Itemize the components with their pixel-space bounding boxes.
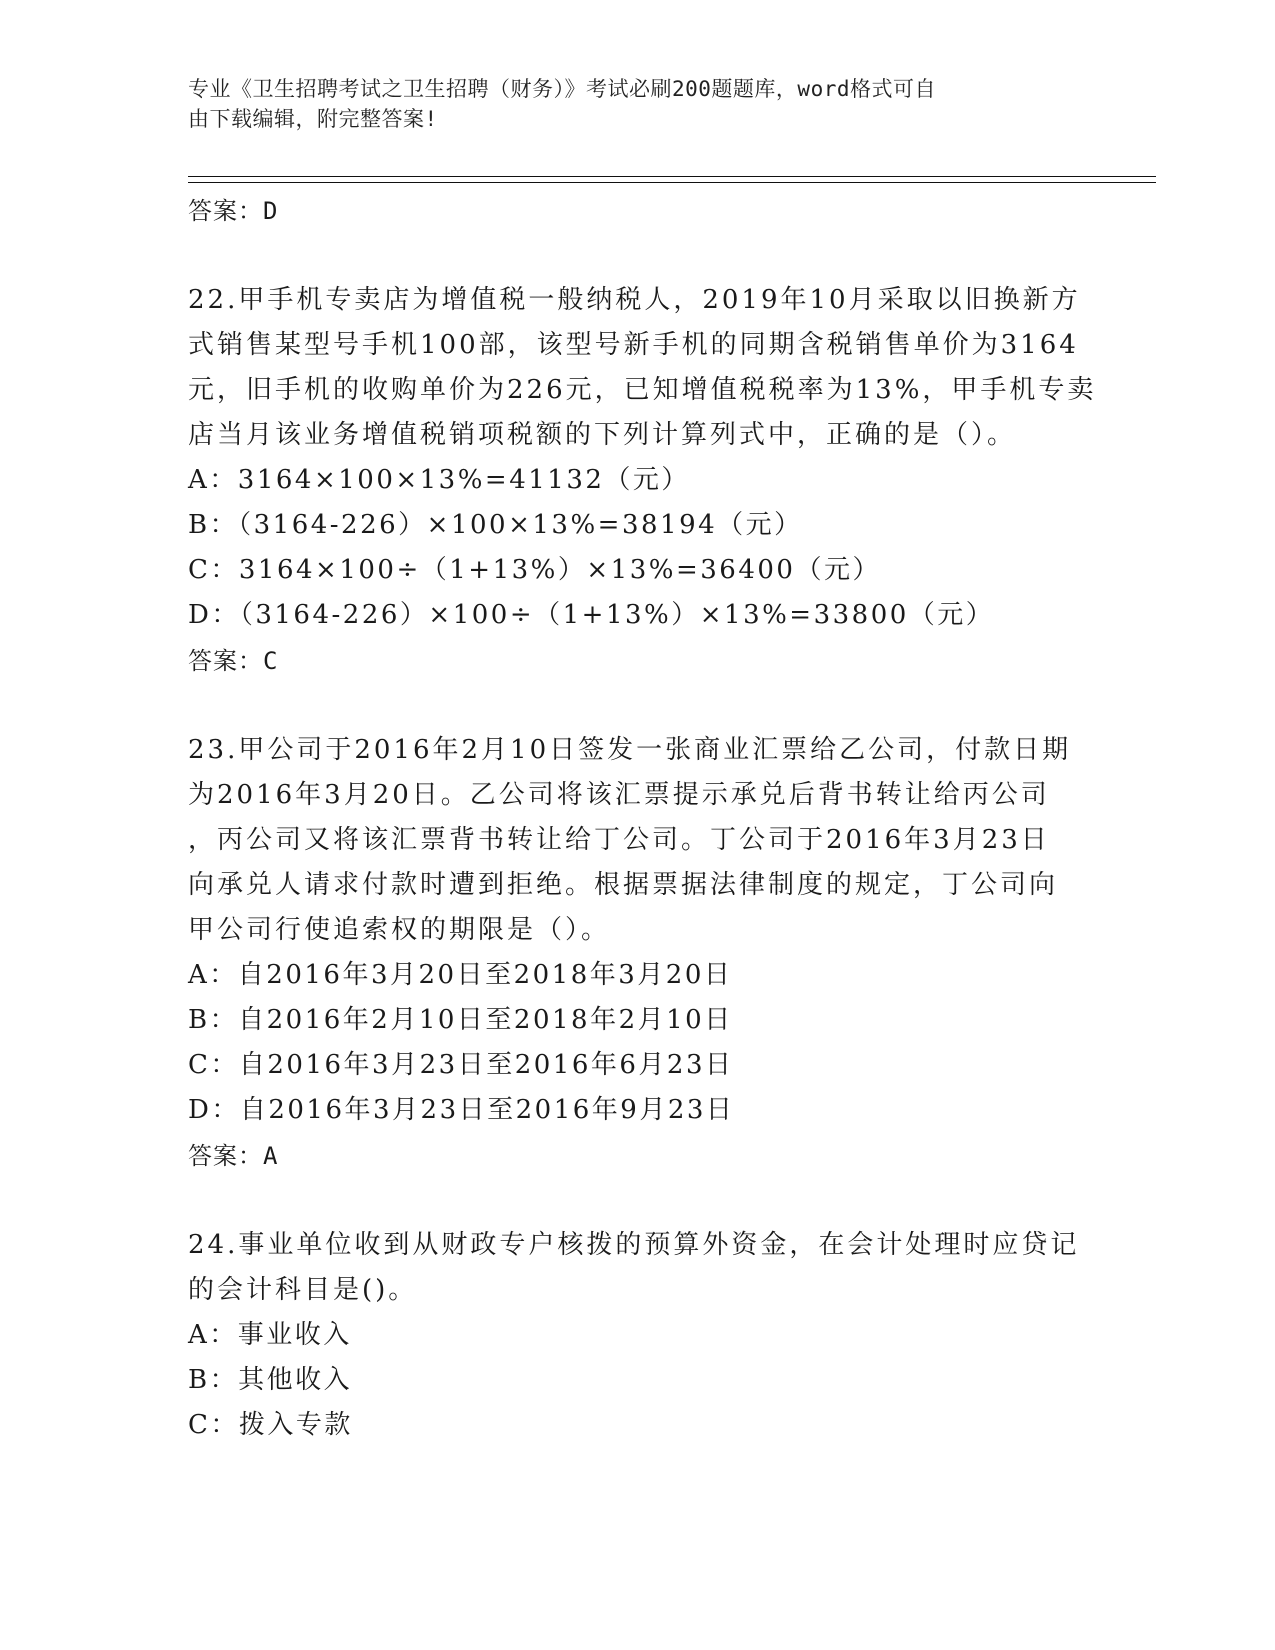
question-22 bbox=[188, 278, 1097, 684]
question-22-text bbox=[188, 278, 1097, 458]
header-divider-bottom bbox=[188, 182, 1156, 183]
option-c: C：3164×100÷（1+13%）×13%=36400（元） bbox=[188, 555, 881, 585]
answer-value: C bbox=[263, 647, 279, 675]
question-text-line: 22.甲手机专卖店为增值税一般纳税人，2019年10月采取以旧换新方 bbox=[188, 285, 1081, 315]
header-line-2: 由下载编辑，附完整答案! bbox=[188, 107, 438, 131]
question-text-line: 为2016年3月20日。乙公司将该汇票提示承兑后背书转让给丙公司 bbox=[188, 780, 1050, 810]
question-23-text bbox=[188, 728, 1088, 953]
option-d: D：（3164-226）×100÷（1+13%）×13%=33800（元） bbox=[188, 600, 995, 630]
option-b: B：（3164-226）×100×13%=38194（元） bbox=[188, 510, 803, 540]
question-text-line: 向承兑人请求付款时遭到拒绝。根据票据法律制度的规定，丁公司向 bbox=[188, 870, 1059, 900]
option-a: A：事业收入 bbox=[188, 1320, 352, 1350]
question-text-line: 元，旧手机的收购单价为226元，已知增值税税率为13%，甲手机专卖 bbox=[188, 375, 1097, 405]
answer-label: 答案： bbox=[188, 647, 263, 675]
question-text-line: 甲公司行使追索权的期限是（）。 bbox=[188, 915, 611, 945]
answer-value: A bbox=[263, 1142, 279, 1170]
question-text-line: 24.事业单位收到从财政专户核拨的预算外资金，在会计处理时应贷记 bbox=[188, 1230, 1080, 1260]
question-text-line: 的会计科目是()。 bbox=[188, 1275, 418, 1305]
option-c: C：拨入专款 bbox=[188, 1410, 353, 1440]
answer-line bbox=[188, 638, 1088, 684]
question-text-line: 店当月该业务增值税销项税额的下列计算列式中，正确的是（）。 bbox=[188, 420, 1017, 450]
answer-line-prev bbox=[188, 188, 1088, 234]
option-d: D：自2016年3月23日至2016年9月23日 bbox=[188, 1095, 735, 1125]
question-text-line: ，丙公司又将该汇票背书转让给丁公司。丁公司于2016年3月23日 bbox=[188, 825, 1050, 855]
page-header bbox=[188, 74, 1068, 134]
answer-value: D bbox=[263, 197, 279, 225]
question-23 bbox=[188, 728, 1088, 1179]
document-body bbox=[188, 188, 1097, 1448]
answer-line bbox=[188, 1133, 1088, 1179]
question-text-line: 式销售某型号手机100部，该型号新手机的同期含税销售单价为3164 bbox=[188, 330, 1079, 360]
option-b: B：其他收入 bbox=[188, 1365, 353, 1395]
option-a: A：自2016年3月20日至2018年3月20日 bbox=[188, 960, 733, 990]
answer-label: 答案： bbox=[188, 1142, 263, 1170]
question-24-text bbox=[188, 1223, 1088, 1313]
option-c: C：自2016年3月23日至2016年6月23日 bbox=[188, 1050, 734, 1080]
question-text-line: 23.甲公司于2016年2月10日签发一张商业汇票给乙公司，付款日期 bbox=[188, 735, 1072, 765]
question-24 bbox=[188, 1223, 1088, 1448]
header-line-1: 专业《卫生招聘考试之卫生招聘（财务）》考试必刷200题题库，word格式可自 bbox=[188, 77, 936, 101]
option-a: A：3164×100×13%=41132（元） bbox=[188, 465, 690, 495]
answer-label: 答案： bbox=[188, 197, 263, 225]
option-b: B：自2016年2月10日至2018年2月10日 bbox=[188, 1005, 733, 1035]
header-divider-top bbox=[188, 176, 1156, 177]
